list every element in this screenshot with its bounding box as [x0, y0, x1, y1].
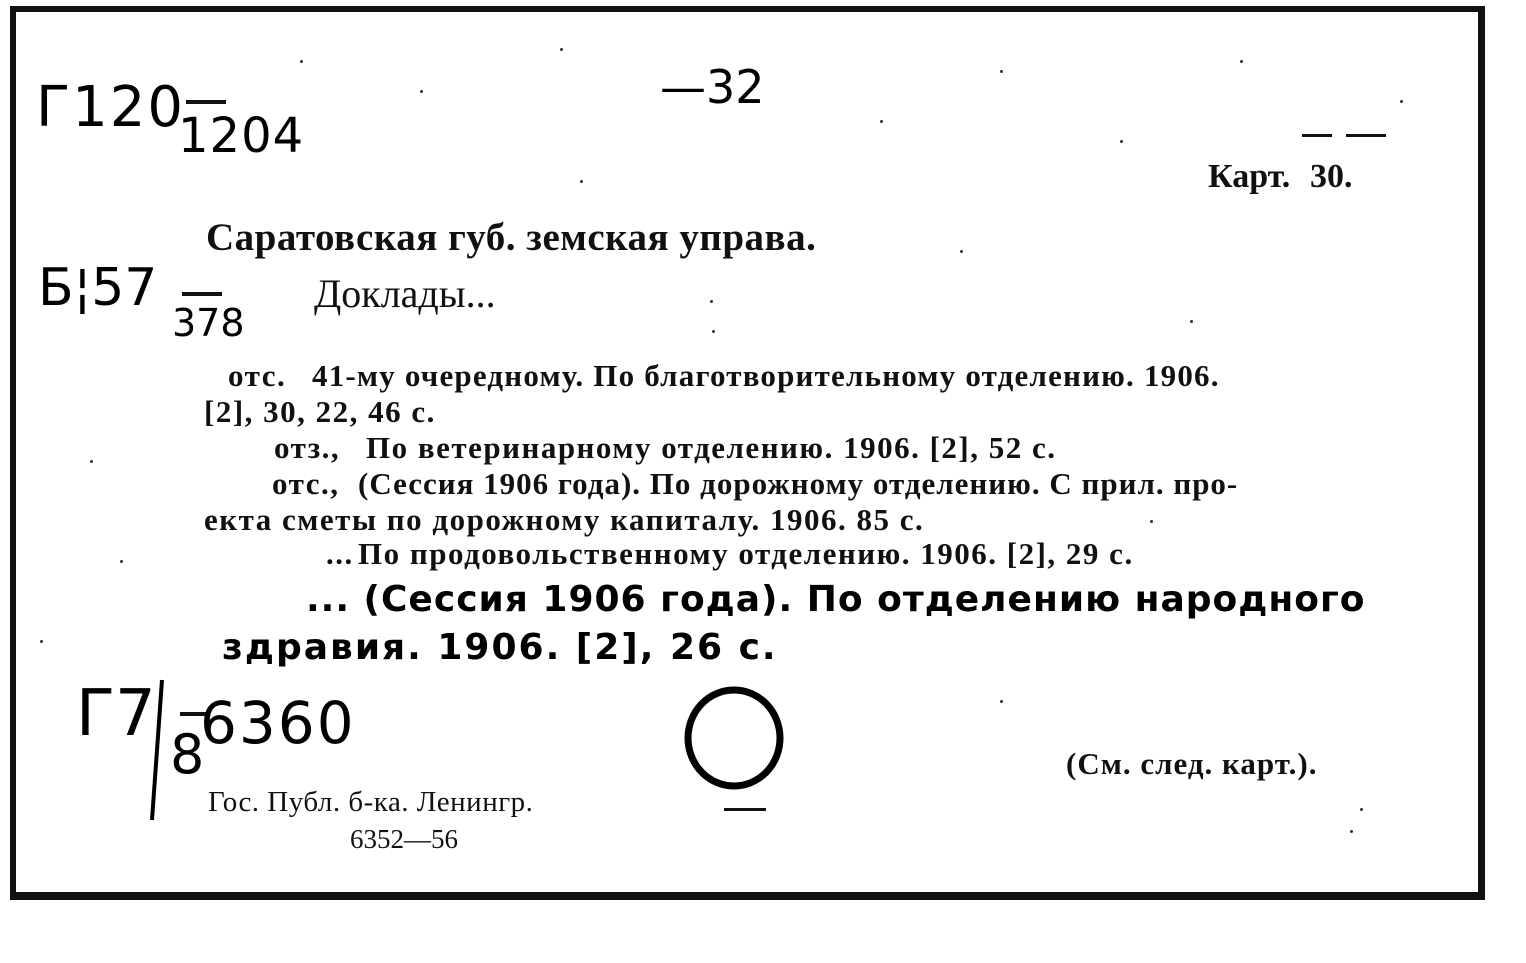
shelf-mark-bottom-left-number: 6360 [200, 689, 356, 757]
print-code: 6352—56 [350, 824, 458, 854]
shelf-mark-top-left: Г120 [36, 75, 186, 140]
noise-speck [40, 640, 43, 643]
noise-speck [1150, 520, 1153, 523]
shelf-mark-bottom-left: Г7 [76, 677, 156, 751]
library-imprint: Гос. Публ. б-ка. Ленингр. [208, 786, 534, 818]
entry-3-prefix: отс., [272, 466, 340, 501]
entry-4-line1: По продовольственному отделению. 1906. [2], 29 с. [358, 536, 1134, 571]
card-number-correction-mark-2 [1346, 134, 1386, 137]
noise-speck [560, 48, 563, 51]
noise-speck [1000, 700, 1003, 703]
entry-2-line1: По ветеринарному отделению. 1906. [2], 52 с. [366, 430, 1057, 465]
noise-speck [712, 330, 715, 333]
noise-speck [1190, 320, 1193, 323]
noise-speck [710, 300, 713, 303]
noise-speck [420, 90, 423, 93]
handwritten-entry-line1: ... (Сессия 1906 года). По отделению народного [306, 579, 1366, 620]
see-next-card: (См. след. карт.). [1066, 746, 1318, 781]
entry-3-line2: екта сметы по дорожному капиталу. 1906. 85 с. [204, 502, 925, 537]
shelf-mark-left-mid: Б¦57 [38, 258, 158, 318]
noise-speck [1360, 808, 1363, 811]
noise-speck [580, 180, 583, 183]
entry-2-prefix: отз., [274, 430, 341, 465]
shelf-mark-top-left-sub: 1204 [178, 108, 305, 164]
card-number-correction-mark [1302, 134, 1332, 137]
shelf-mark-left-mid-dash [182, 292, 222, 296]
shelf-mark-left-mid-sub: 378 [172, 301, 245, 345]
noise-speck [880, 120, 883, 123]
noise-speck [90, 460, 93, 463]
entry-3-line1: (Сессия 1906 года). По дорожному отделению. С прил. про- [358, 466, 1239, 501]
entry-1-line1: 41-му очередному. По благотворительному отделению. 1906. [312, 358, 1220, 393]
noise-speck [960, 250, 963, 253]
noise-speck [300, 60, 303, 63]
noise-speck [1240, 60, 1243, 63]
shelf-mark-bottom-left-divider [148, 680, 168, 820]
shelf-mark-overline [186, 100, 226, 104]
shelf-mark-top-center: —32 [660, 60, 765, 114]
entry-1-line2: [2], 30, 22, 46 с. [204, 394, 436, 429]
entry-1-prefix: отс. [228, 358, 287, 393]
noise-speck [1000, 70, 1003, 73]
noise-speck [120, 560, 123, 563]
noise-speck [1120, 140, 1123, 143]
library-stamp-circle [682, 686, 786, 790]
card-number-value: 30. [1310, 158, 1353, 195]
noise-speck [1350, 830, 1353, 833]
title: Доклады... [314, 271, 496, 316]
handwritten-entry-line2: здравия. 1906. [2], 26 с. [222, 627, 778, 668]
shelf-mark-bottom-left-sub: 8 [170, 723, 205, 786]
heading: Саратовская губ. земская управа. [206, 216, 817, 259]
stamp-underline [724, 808, 766, 811]
card-number-label: Карт. [1208, 158, 1291, 195]
entry-4-prefix: ... [326, 536, 354, 571]
noise-speck [1400, 100, 1403, 103]
